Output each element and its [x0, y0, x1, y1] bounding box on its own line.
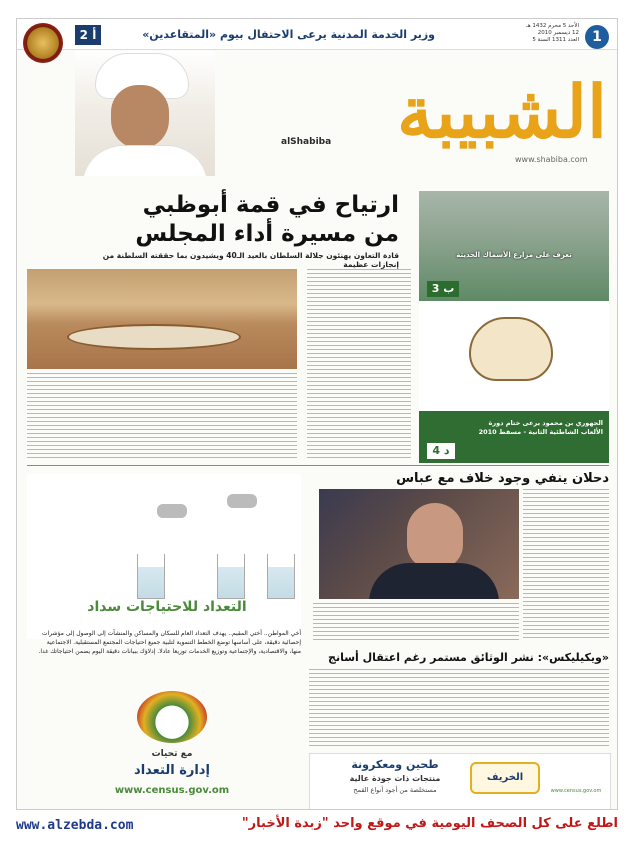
- page-ref-b3: ب 3: [427, 281, 459, 297]
- bottom-ad-sub: مستخلصة من أجود أنواع القمح: [353, 786, 437, 794]
- lead-body-column: [307, 269, 411, 461]
- second-story-headline[interactable]: دحلان ينفي وجود خلاف مع عباس: [396, 471, 609, 486]
- census-department: إدارة التعداد: [134, 763, 210, 778]
- sports-caption: الجهوري بن محمود يرعى ختام دورة الألعاب الشاطئية الثانية - مسقط 2010: [478, 419, 603, 436]
- census-ad-copy: أخي المواطن.. أختي المقيم.. يهدف التعداد العام للسكان والمساكن والمنشآت إلى الوصول إلى مؤشرات إحصائية دقيقة، على أساسها توضع الخطط التنموية لتلبية جميع احتياجات المجتمع المستقبلية. الاجتماعية منها، والاقتصادية، والإجتماعية وتوزيع الخدمات توزيعا عادلا. إدلاؤك ببيانات دقيقة اليوم يضمن احتياجاتك غدا.: [38, 630, 301, 655]
- mascot-cartoon: [419, 301, 609, 411]
- bottom-ad-tagline: منتجات ذات جودة عالية: [349, 774, 441, 783]
- lead-headline-line1: ارتياح في قمة أبوظبي: [142, 192, 399, 218]
- dahlan-head-shape: [407, 503, 463, 569]
- footer-text: اطلع على كل الصحف اليومية في موقع واحد "زبدة الأخبار": [241, 816, 618, 831]
- masthead-website[interactable]: www.shabiba.com: [515, 155, 588, 164]
- masthead-logo-en: alShabiba: [281, 137, 332, 147]
- teaser-page-ref: 2 أ: [75, 25, 101, 45]
- footer-url[interactable]: www.alzebda.com: [16, 818, 134, 833]
- date-line: 12 ديسمبر 2010: [537, 30, 579, 36]
- census-url[interactable]: www.census.gov.om: [114, 785, 230, 796]
- bottom-census-url: www.census.gov.om: [550, 788, 602, 794]
- lead-headline-line2: من مسيرة أداء المجلس: [135, 221, 399, 247]
- census-greeting: مع تحيات: [151, 749, 193, 759]
- official-portrait: [75, 51, 215, 176]
- lead-headline[interactable]: [83, 191, 399, 249]
- masthead-logo[interactable]: الشبيبة: [397, 69, 607, 154]
- tap-icon: [227, 494, 257, 508]
- glass-icon: [217, 554, 245, 599]
- tap-icon: [157, 504, 187, 518]
- fisheries-caption: تعرف على مزارع الأسماك الحديثة: [456, 251, 572, 259]
- lead-body-text: [27, 373, 297, 461]
- glass-icon: [267, 554, 295, 599]
- summit-photo[interactable]: [27, 269, 297, 369]
- face-shape: [111, 85, 169, 149]
- third-story-body: [309, 669, 609, 749]
- lead-subheadline: قادة التعاون يهنئون جلالة السلطان بالعيد الـ40 ويشيدون بما حققته السلطنة من إنجازات عظيمة: [102, 251, 399, 269]
- newspaper-page: [16, 18, 618, 810]
- dahlan-suit-shape: [369, 563, 499, 599]
- page-ref-d4: د 4: [427, 443, 455, 459]
- teaser-headline[interactable]: وزير الخدمة المدنية يرعى الاحتفال بيوم «المتقاعدين»: [142, 28, 435, 41]
- date-block: [507, 23, 579, 44]
- bottom-ad-brand: طحين ومعكرونة: [351, 758, 439, 771]
- date-line: الأحد 5 محرم 1432 هـ: [526, 23, 579, 29]
- goat-mascot-shape: [469, 317, 553, 381]
- page-number: 1: [585, 25, 609, 49]
- issue-line: العدد 1311 السنة 5: [532, 37, 579, 43]
- bottom-ad[interactable]: [309, 753, 611, 810]
- second-story-body-lower: [313, 603, 519, 643]
- census-ad-slogan: التعداد للاحتياجات سداد: [87, 599, 247, 615]
- sultanate-emblem-icon: [23, 23, 63, 63]
- second-story-body: [523, 489, 609, 639]
- glass-icon: [137, 554, 165, 599]
- summit-table-shape: [67, 324, 241, 350]
- robe-shape: [83, 145, 207, 176]
- dahlan-photo[interactable]: [319, 489, 519, 599]
- section-divider: [27, 465, 609, 466]
- census-logo-icon: [137, 691, 207, 743]
- kharif-logo: الخريف: [470, 762, 540, 794]
- third-story-headline[interactable]: «ويكيليكس»: نشر الوثائق مستمر رغم اعتقال أسانج: [328, 651, 609, 664]
